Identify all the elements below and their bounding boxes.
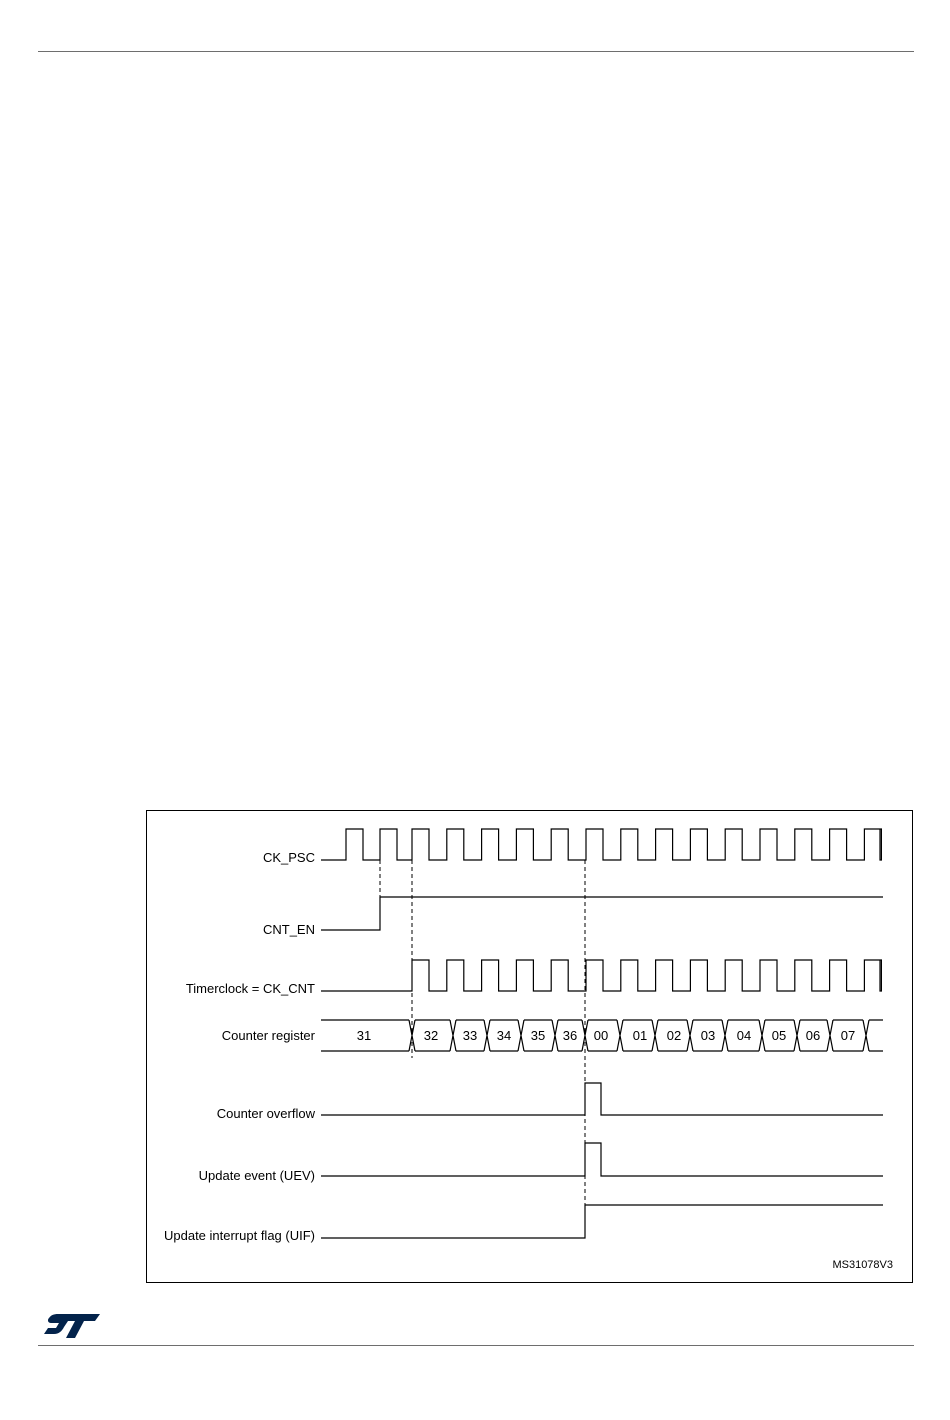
signal-label-cnt_en: CNT_EN [262, 922, 315, 937]
counter-value: 06 [805, 1028, 821, 1043]
counter-value: 07 [840, 1028, 856, 1043]
figure-reference: MS31078V3 [832, 1259, 893, 1271]
counter-value: 05 [771, 1028, 787, 1043]
counter-value: 35 [530, 1028, 546, 1043]
wave-update-event [321, 1143, 883, 1176]
footer-rule [38, 1345, 914, 1346]
wave-ck-cnt [321, 960, 881, 991]
counter-value: 02 [666, 1028, 682, 1043]
signal-label-uif: Update interrupt flag (UIF) [163, 1228, 315, 1243]
st-logo [44, 1312, 102, 1340]
signal-label-uev: Update event (UEV) [198, 1168, 315, 1183]
wave-update-interrupt-flag [321, 1205, 883, 1238]
counter-value: 36 [562, 1028, 578, 1043]
signal-label-ck_psc: CK_PSC [262, 850, 315, 865]
wave-ck-psc [321, 829, 881, 860]
wave-cnt-en [321, 897, 883, 930]
counter-value: 04 [736, 1028, 752, 1043]
counter-value: 33 [462, 1028, 478, 1043]
counter-value: 00 [593, 1028, 609, 1043]
counter-value: 31 [356, 1028, 372, 1043]
wave-counter-overflow [321, 1083, 883, 1115]
signal-label-ck_cnt: Timerclock = CK_CNT [185, 981, 315, 996]
signal-label-overflow: Counter overflow [216, 1106, 315, 1121]
counter-value: 32 [423, 1028, 439, 1043]
counter-value: 34 [496, 1028, 512, 1043]
counter-value: 01 [632, 1028, 648, 1043]
counter-value: 03 [700, 1028, 716, 1043]
signal-label-counter: Counter register [221, 1028, 315, 1043]
